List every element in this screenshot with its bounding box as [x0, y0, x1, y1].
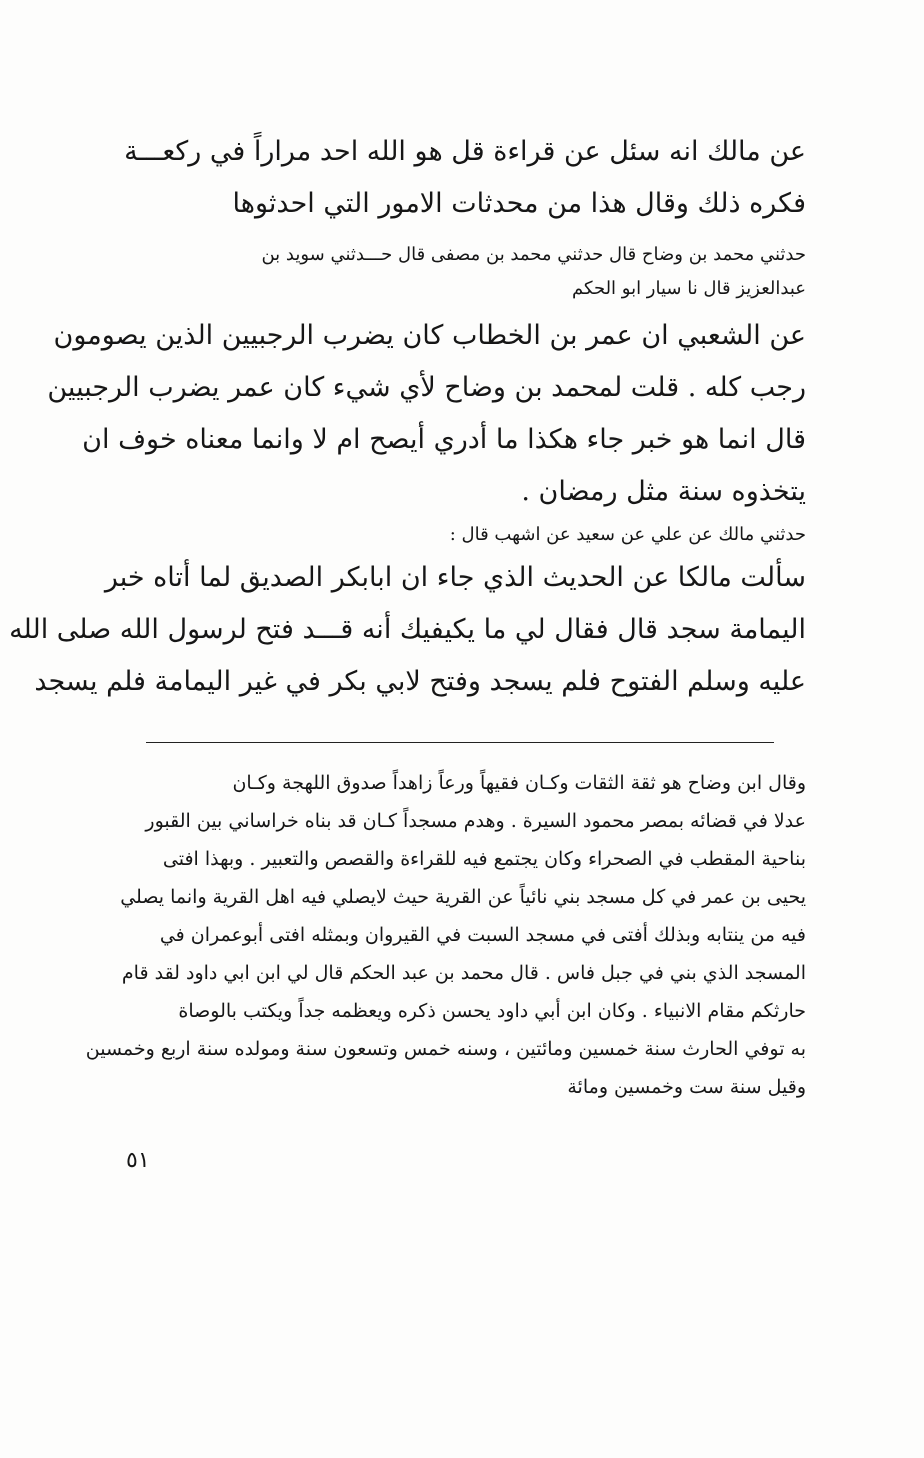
footnote-divider [146, 742, 774, 743]
footnote-line: عدلا في قضائه بمصر محمود السيرة . وهدم مسجداً كـان قد بناه خراساني بين القبور [145, 810, 806, 832]
footnote-line: وقال ابن وضاح هو ثقة الثقات وكـان فقيهاً ورعاً زاهداً صدوق اللهجة وكـان [232, 772, 806, 794]
main-text-line: سألت مالكا عن الحديث الذي جاء ان ابابكر الصديق لما أتاه خبر [104, 562, 806, 593]
footnote-line: المسجد الذي بني في جبل فاس . قال محمد بن عبد الحكم قال لي ابن ابي داود لقد قام [121, 962, 806, 984]
main-text-line: رجب كله . قلت لمحمد بن وضاح لأي شيء كان عمر يضرب الرجبيين [47, 372, 806, 403]
main-text-line: اليمامة سجد قال فقال لي ما يكيفيك أنه قـــد فتح لرسول الله صلى الله [9, 614, 806, 645]
isnad-line: عبدالعزيز قال نا سيار ابو الحكم [572, 278, 806, 299]
footnote-line: حارثكم مقام الانبياء . وكان ابن أبي داود يحسن ذكره ويعظمه جداً ويكتب بالوصاة [178, 1000, 806, 1022]
main-text-line: يتخذوه سنة مثل رمضان . [521, 476, 806, 507]
isnad-line: حدثني محمد بن وضاح قال حدثني محمد بن مصفى قال حـــدثني سويد بن [261, 244, 806, 265]
main-text-line: عن الشعبي ان عمر بن الخطاب كان يضرب الرجبيين الذين يصومون [53, 320, 806, 351]
footnote-line: وقيل سنة ست وخمسين ومائة [567, 1076, 806, 1098]
footnote-line: يحيى بن عمر في كل مسجد بني نائياً عن القرية حيث لايصلي فيه اهل القرية وانما يصلي [120, 886, 806, 908]
isnad-line: حدثني مالك عن علي عن سعيد عن اشهب قال : [449, 524, 806, 545]
main-text-line: عليه وسلم الفتوح فلم يسجد وفتح لابي بكر في غير اليمامة فلم يسجد [34, 666, 806, 697]
main-text-line: قال انما هو خبر جاء هكذا ما أدري أيصح ام لا وانما معناه خوف ان [82, 424, 806, 455]
footnote-line: به توفي الحارث سنة خمسين ومائتين ، وسنه خمس وتسعون سنة ومولده سنة اربع وخمسين [85, 1038, 806, 1060]
footnote-line: بناحية المقطب في الصحراء وكان يجتمع فيه للقراءة والقصص والتعبير . وبهذا افتى [162, 848, 806, 870]
footnote-line: فيه من ينتابه وبذلك أفتى في مسجد السبت في القيروان وبمثله افتى أبوعمران في [159, 924, 806, 946]
main-text-line: عن مالك انه سئل عن قراءة قل هو الله احد مراراً في ركعـــة [124, 136, 806, 167]
page-number: ٥١ [126, 1148, 150, 1173]
main-text-line: فكره ذلك وقال هذا من محدثات الامور التي احدثوها [232, 188, 806, 219]
